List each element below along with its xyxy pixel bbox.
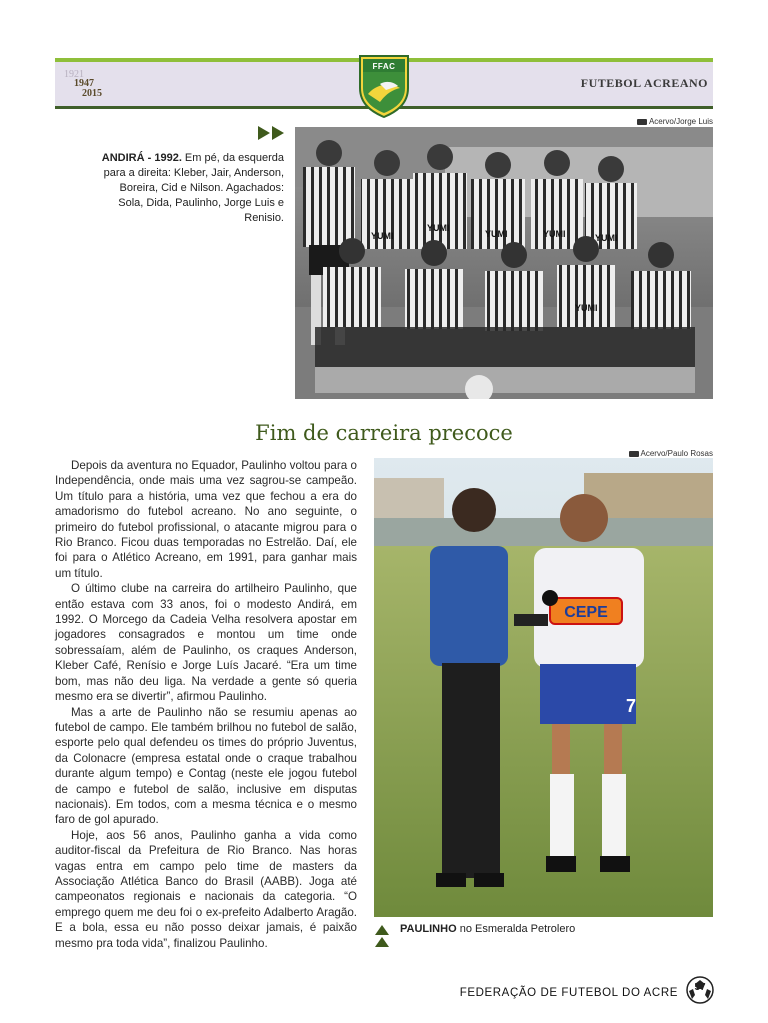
page-number: 57 xyxy=(694,982,706,993)
year-1921: 1921 xyxy=(64,69,84,80)
photo2-credit-text: Acervo/Paulo Rosas xyxy=(640,449,713,458)
article-body xyxy=(55,458,357,951)
camera-icon xyxy=(629,451,639,457)
jersey-sponsor-label: YUMI xyxy=(427,223,450,233)
double-arrow-right-icon xyxy=(258,126,286,140)
photo2-caption xyxy=(400,923,575,935)
article-paragraph: Hoje, aos 56 anos, Paulinho ganha a vida como auditor-fiscal da Prefeitura de Rio Branco. Nas horas vagas entra em campo pelo time de masters da Associação Atlética Banco do Brasil (AABB). Joga até campeonatos regionais e nacionais da categoria. “O emprego quem me deu foi o ex-prefeito Adalberto Aragão. E a bola, essa eu não posso deixar jamais, é paixão mesmo pra toda vida”, finalizou Paulinho. xyxy=(55,828,357,950)
photo1-credit xyxy=(637,117,713,126)
jersey-sponsor-label: YUMI xyxy=(485,229,508,239)
jersey-sponsor-cepe: CEPE xyxy=(564,604,608,621)
jersey-sponsor-label: YUMI xyxy=(371,231,394,241)
header-years xyxy=(64,70,124,102)
paulinho-photo-image xyxy=(374,458,713,917)
year-1947: 1947 xyxy=(74,78,94,89)
article-paragraph: Depois da aventura no Equador, Paulinho voltou para o Independência, onde mais uma vez sagrou-se campeão. Um título para a história, uma vez que fechou a era do amadorismo do futebol acreano. No ano seguinte, o primeiro do futebol profissional, o atacante migrou para o Rio Branco. Ficou duas temporadas no Estrelão. Daí, ele foi para o Atlético Acreano, em 1991, para ganhar mais um título. xyxy=(55,459,357,580)
section-title: FUTEBOL ACREANO xyxy=(580,76,708,90)
ffac-logo xyxy=(356,54,412,118)
year-2015: 2015 xyxy=(82,88,102,99)
jersey-sponsor-label: YUMI xyxy=(543,229,566,239)
photo1-caption-title: ANDIRÁ - 1992. xyxy=(101,152,182,164)
jersey-sponsor-label: YUMI xyxy=(575,303,598,313)
shorts-number: 7 xyxy=(626,696,637,716)
team-photo-image xyxy=(295,127,713,399)
photo1-caption-text: Em pé, da esquerda para a direita: Kleber, Jair, Anderson, Boreira, Cid e Nilson. Agachados: Sola, Dida, Paulinho, Jorge Luis e Renisio. xyxy=(103,152,284,224)
article-paragraph: Mas a arte de Paulinho não se resumiu apenas ao futebol de campo. Ele também brilhou no futebol de salão, esporte pelo qual defendeu os times do próprio Juventus, da Colonacre (empresa estatal onde o craque trabalhou durante algum tempo) e Contag (neste ele jogou futebol de campo e futebol de salão, inclusive em disputas nacionais). Em todos, com a mesma técnica e o mesmo faro de gol apurado. xyxy=(55,705,357,827)
photo2-caption-title: PAULINHO xyxy=(400,923,457,935)
photo2-caption-text: no Esmeralda Petrolero xyxy=(456,923,576,935)
team-photo-andira-1992 xyxy=(295,127,713,399)
jersey-sponsor-label: YUMI xyxy=(595,233,618,243)
footer-publisher: FEDERAÇÃO DE FUTEBOL DO ACRE xyxy=(459,987,678,999)
article-paragraph: O último clube na carreira do artilheiro Paulinho, que então estava com 33 anos, foi o modesto Andirá, em 1992. O Morcego da Cadeia Velha resolvera apostar em jogadores consagrados e montou um time onde sobressaíam, além de Paulinho, os craques Anderson, Kleber Café, Renísio e Jorge Luís Jacaré. “Era um time bom, mas não deu liga. Na verdade a gente só queria mesmo era se divertir”, afirmou Paulinho. xyxy=(55,582,357,704)
article-heading: Fim de carreira precoce xyxy=(255,421,513,445)
paulinho-interview-photo xyxy=(374,458,713,917)
logo-text: FFAC xyxy=(372,62,396,71)
photo2-credit xyxy=(629,449,713,458)
camera-icon xyxy=(637,119,647,125)
photo1-caption xyxy=(100,151,284,226)
double-arrow-up-icon xyxy=(375,925,389,947)
photo1-credit-text: Acervo/Jorge Luis xyxy=(648,117,713,126)
